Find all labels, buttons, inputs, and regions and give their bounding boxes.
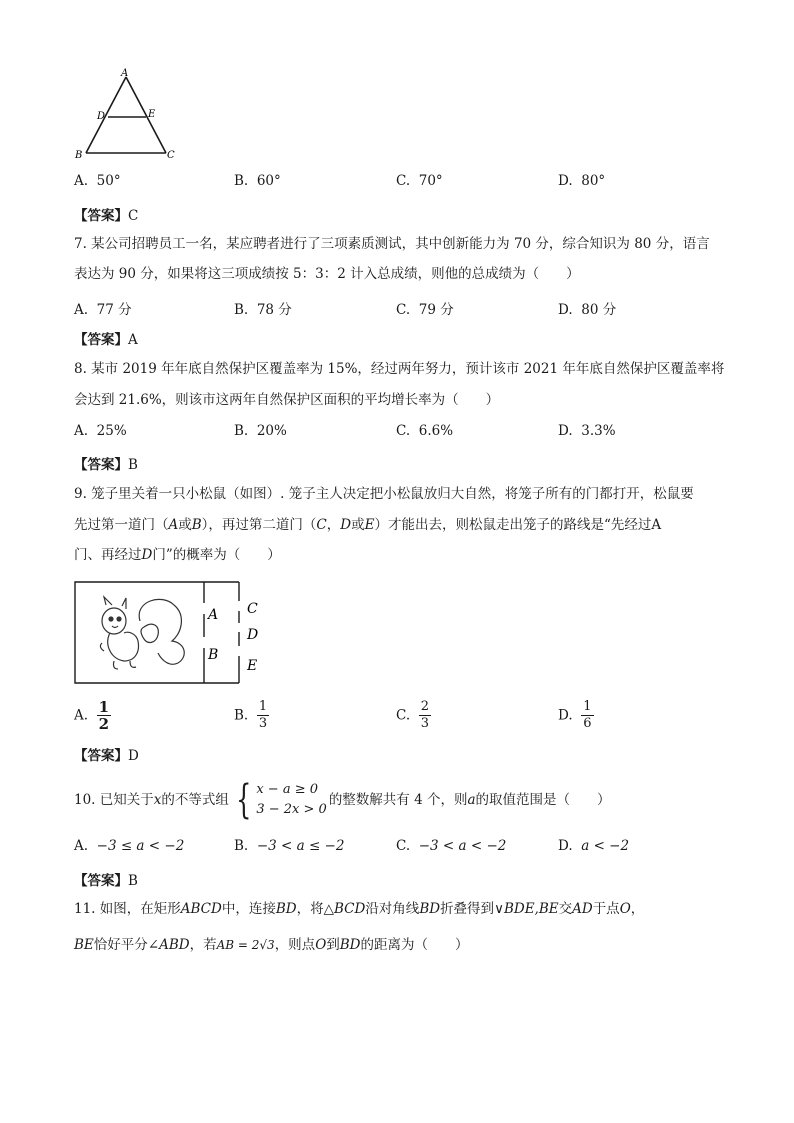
q8-option-d[interactable]: D. 3.3% [558,423,616,439]
q8-answer: 【答案】B [74,457,138,473]
q7-option-b[interactable]: B. 78 分 [234,302,292,318]
q7-answer: 【答案】A [74,332,138,348]
q10-option-b[interactable]: B. −3 < a ≤ −2 [234,838,345,854]
q10-option-a[interactable]: A. −3 ≤ a < −2 [74,838,185,854]
q9-option-b[interactable]: B. $\frac{1}{3}$ [234,699,268,731]
inequality-system: { x − a ≥ 0 3 − 2x > 0 [235,777,327,823]
fraction: $\frac{1}{2}$ [98,698,110,733]
q6-option-c[interactable]: C. 70° [396,173,443,189]
q8-stem-line2: 会达到 21.6%，则该市这两年自然保护区面积的平均增长率为（ ） [74,392,500,408]
q10-stem: 10. 已知关于 x 的不等式组 { x − a ≥ 0 3 − 2x > 0 的整数解共有 4 个，则 a 的取值范围是（ ） [74,777,611,823]
q6-option-a[interactable]: A. 50° [74,173,121,189]
q9-option-a[interactable]: A. $\frac{1}{2}$ [74,698,110,733]
q8-stem-line1: 8. 某市 2019 年年底自然保护区覆盖率为 15%，经过两年努力，预计该市 2021 年年底自然保护区覆盖率将 [74,361,725,377]
vertex-e-label: E [148,109,156,120]
q9-stem-line2: 先过第一道门（A或B），再过第二道门（C，D或E）才能出去，则松鼠走出笼子的路线是“先经过A [74,517,662,533]
q8-option-b[interactable]: B. 20% [234,423,287,439]
triangle-figure [70,66,190,166]
squirrel-icon [100,597,184,669]
door-b-label: B [208,647,219,663]
q9-answer: 【答案】D [74,748,139,764]
q9-option-c[interactable]: C. $\frac{2}{3}$ [396,699,430,731]
q6-answer: 【答案】C [74,208,139,224]
q11-stem-line1: 11. 如图，在矩形ABCD中，连接BD，将△BCD沿对角线BD折叠得到∨BDE,BE交AD于点O， [74,901,645,917]
q9-option-d[interactable]: D. $\frac{1}{6}$ [558,699,592,731]
vertex-a-label: A [121,68,129,79]
q7-option-c[interactable]: C. 79 分 [396,302,454,318]
q6-option-b[interactable]: B. 60° [234,173,281,189]
q8-option-a[interactable]: A. 25% [74,423,127,439]
q7-option-d[interactable]: D. 80 分 [558,302,617,318]
fraction: $\frac{2}{3}$ [420,699,430,731]
door-e-label: E [247,658,258,674]
q8-option-c[interactable]: C. 6.6% [396,423,454,439]
vertex-b-label: B [75,150,83,161]
q7-option-a[interactable]: A. 77 分 [74,302,132,318]
vertex-d-label: D [97,111,106,122]
q9-stem-line3: 门、再经过D门”的概率为（ ） [74,547,281,563]
q10-answer: 【答案】B [74,873,138,889]
squirrel-cage-figure [74,581,274,687]
q7-stem-line1: 7. 某公司招聘员工一名，某应聘者进行了三项素质测试，其中创新能力为 70 分，综合知识为 80 分，语言 [74,236,710,252]
q10-option-d[interactable]: D. a < −2 [558,838,630,854]
q11-stem-line2: BE恰好平分∠ABD，若AB = 2√3，则点O到BD的距离为（ ） [74,937,469,953]
fraction: $\frac{1}{3}$ [258,699,268,731]
door-c-label: C [247,601,258,617]
fraction: $\frac{1}{6}$ [583,699,592,731]
q6-option-d[interactable]: D. 80° [558,173,606,189]
q10-option-c[interactable]: C. −3 < a < −2 [396,838,507,854]
q7-stem-line2: 表达为 90 分，如果将这三项成绩按 5：3：2 计入总成绩，则他的总成绩为（ ） [74,266,580,282]
q9-stem-line1: 9. 笼子里关着一只小松鼠（如图）. 笼子主人决定把小松鼠放归大自然，将笼子所有的门都打开，松鼠要 [74,486,694,502]
door-d-label: D [247,627,259,643]
vertex-c-label: C [167,150,175,161]
door-a-label: A [208,607,219,623]
